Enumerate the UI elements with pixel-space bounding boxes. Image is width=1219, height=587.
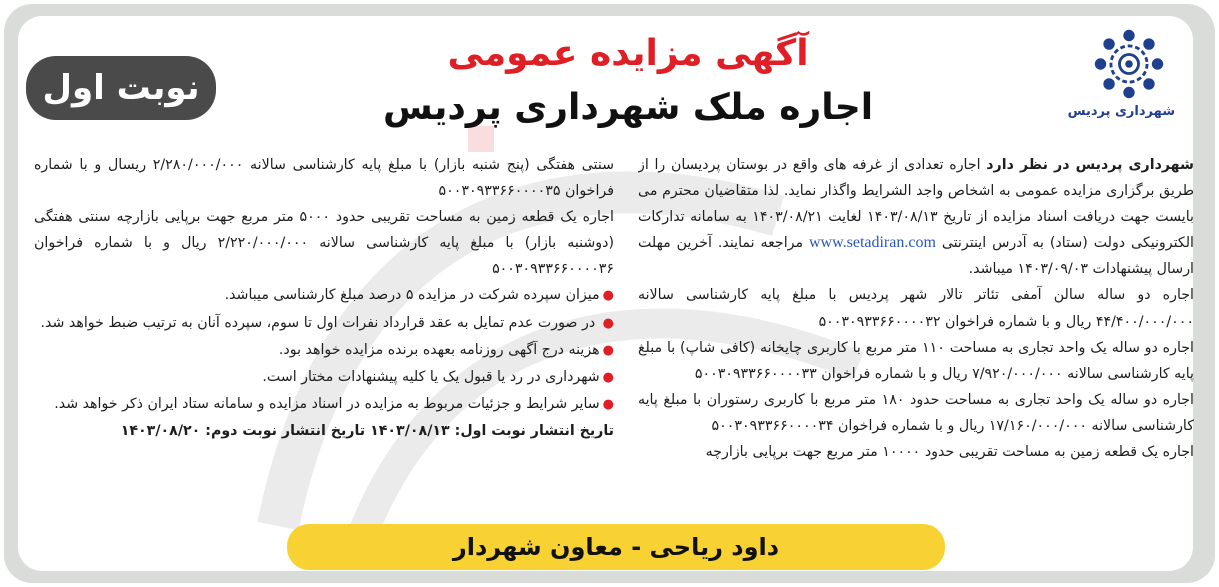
condition-bullet: ●هزینه درج آگهی روزنامه بعهده برنده مزایده خواهد بود. bbox=[278, 341, 614, 358]
round-badge: نوبت اول bbox=[26, 56, 216, 120]
list-item: اجاره دو ساله یک واحد تجاری به مساحت ۱۱۰ متر مربع با کاربری چایخانه (کافی شاپ) با مبلغ پایه کارشناسی سالانه ۷/۹۲۰/۰۰۰/۰۰۰ ریال و با شماره فراخوان ۵۰۰۳۰۹۳۳۶۶۰۰۰۰۳۳ bbox=[638, 339, 1194, 382]
signature-bar: داود ریاحی - معاون شهردار bbox=[287, 524, 945, 570]
bullet-dot-icon: ● bbox=[602, 342, 614, 358]
condition-bullet: ●شهرداری در رد یا قبول یک یا کلیه پیشنهادات مختار است. bbox=[262, 368, 614, 385]
setadiran-link[interactable]: www.setadiran.com bbox=[808, 234, 936, 252]
notice-subtitle: اجاره ملک شهرداری پردیس bbox=[382, 87, 874, 128]
municipality-logo bbox=[1067, 26, 1175, 136]
intro-bold: شهرداری پردیس در نظر دارد bbox=[986, 157, 1194, 173]
intro-end: مراجعه نمایند. آخرین مهلت ارسال پیشنهادات ۱۴۰۳/۰۹/۰۳ میباشد. bbox=[638, 235, 1194, 278]
list-item: اجاره دو ساله سالن آمفی تئاتر تالار شهر پردیس با مبلغ پایه کارشناسی سالانه ۴۴/۴۰۰/۰۰۰/۰۰۰ ریال و با شماره فراخوان ۵۰۰۳۰۹۳۳۶۶۰۰۰۰۳۲ bbox=[638, 287, 1194, 330]
list-item: اجاره یک قطعه زمین به مساحت تقریبی حدود ۵۰۰۰ متر مربع جهت برپایی بازارچه سنتی هفتگی (دوشنبه بازار) با مبلغ پایه کارشناسی سالانه ۲/۲۲۰/۰۰۰/۰۰۰ ریال و با شماره فراخوان ۵۰۰۳۰۹۳۳۶۶۰۰۰۰۳۶ bbox=[34, 209, 614, 278]
intro-paragraph bbox=[638, 152, 1194, 282]
continued-item: سنتی هفتگی (پنج شنبه بازار) با مبلغ پایه کارشناسی سالانه ۲/۲۸۰/۰۰۰/۰۰۰ ریسال و با شماره فراخوان ۵۰۰۳۰۹۳۳۶۶۰۰۰۰۳۵ bbox=[34, 157, 614, 200]
publish-dates: تاریخ انتشار نوبت اول: ۱۴۰۳/۰۸/۱۳ تاریخ انتشار نوبت دوم: ۱۴۰۳/۰۸/۲۰ bbox=[120, 422, 614, 439]
condition-bullet: ● در صورت عدم تمایل به عقد قرارداد نفرات اول تا سوم، سپرده آنان به ترتیب ضبط خواهد شد. bbox=[40, 314, 614, 331]
right-column bbox=[638, 152, 1194, 522]
list-item: اجاره یک قطعه زمین به مساحت تقریبی حدود ۱۰۰۰۰ متر مربع جهت برپایی بازارچه bbox=[705, 444, 1194, 461]
condition-bullet: ●میزان سپرده شرکت در مزایده ۵ درصد مبلغ کارشناسی میباشد. bbox=[224, 287, 614, 304]
list-item: اجاره دو ساله یک واحد تجاری به مساحت حدود ۱۸۰ متر مربع با کاربری رستوران با مبلغ پایه کارشناسی سالانه ۱۷/۱۶۰/۰۰۰/۰۰۰ ریال و با شماره فراخوان ۵۰۰۳۰۹۳۳۶۶۰۰۰۰۳۴ bbox=[638, 391, 1194, 434]
bullet-dot-icon: ● bbox=[602, 315, 614, 331]
condition-bullet: ●سایر شرایط و جزئیات مربوط به مزایده در اسناد مزایده و سامانه ستاد ایران ذکر خواهد شد. bbox=[54, 395, 614, 412]
bullet-dot-icon: ● bbox=[602, 288, 614, 304]
notice-title: آگهی مزایده عمومی bbox=[447, 33, 809, 74]
bullet-dot-icon: ● bbox=[602, 369, 614, 385]
notice-panel bbox=[18, 16, 1193, 571]
intro-text: اجاره تعدادی از غرفه های واقع در بوستان پردیسان را از طریق برگزاری مزایده عمومی به اشخاص واجد الشرایط واگذار نماید. لذا متقاضیان محترم می بایست جهت دریافت اسناد مزایده از تاریخ ۱۴۰۳/۰۸/۱۳ لغایت ۱۴۰۳/۰۸/۲۱ به سامانه تدارکات الکترونیکی دولت (ستاد) به آدرس اینترنتی bbox=[638, 157, 1194, 252]
logo-caption: شهرداری پردیس bbox=[1067, 104, 1175, 119]
pardis-emblem-icon bbox=[1091, 26, 1167, 102]
bullet-dot-icon: ● bbox=[602, 396, 614, 412]
left-column bbox=[34, 152, 614, 522]
